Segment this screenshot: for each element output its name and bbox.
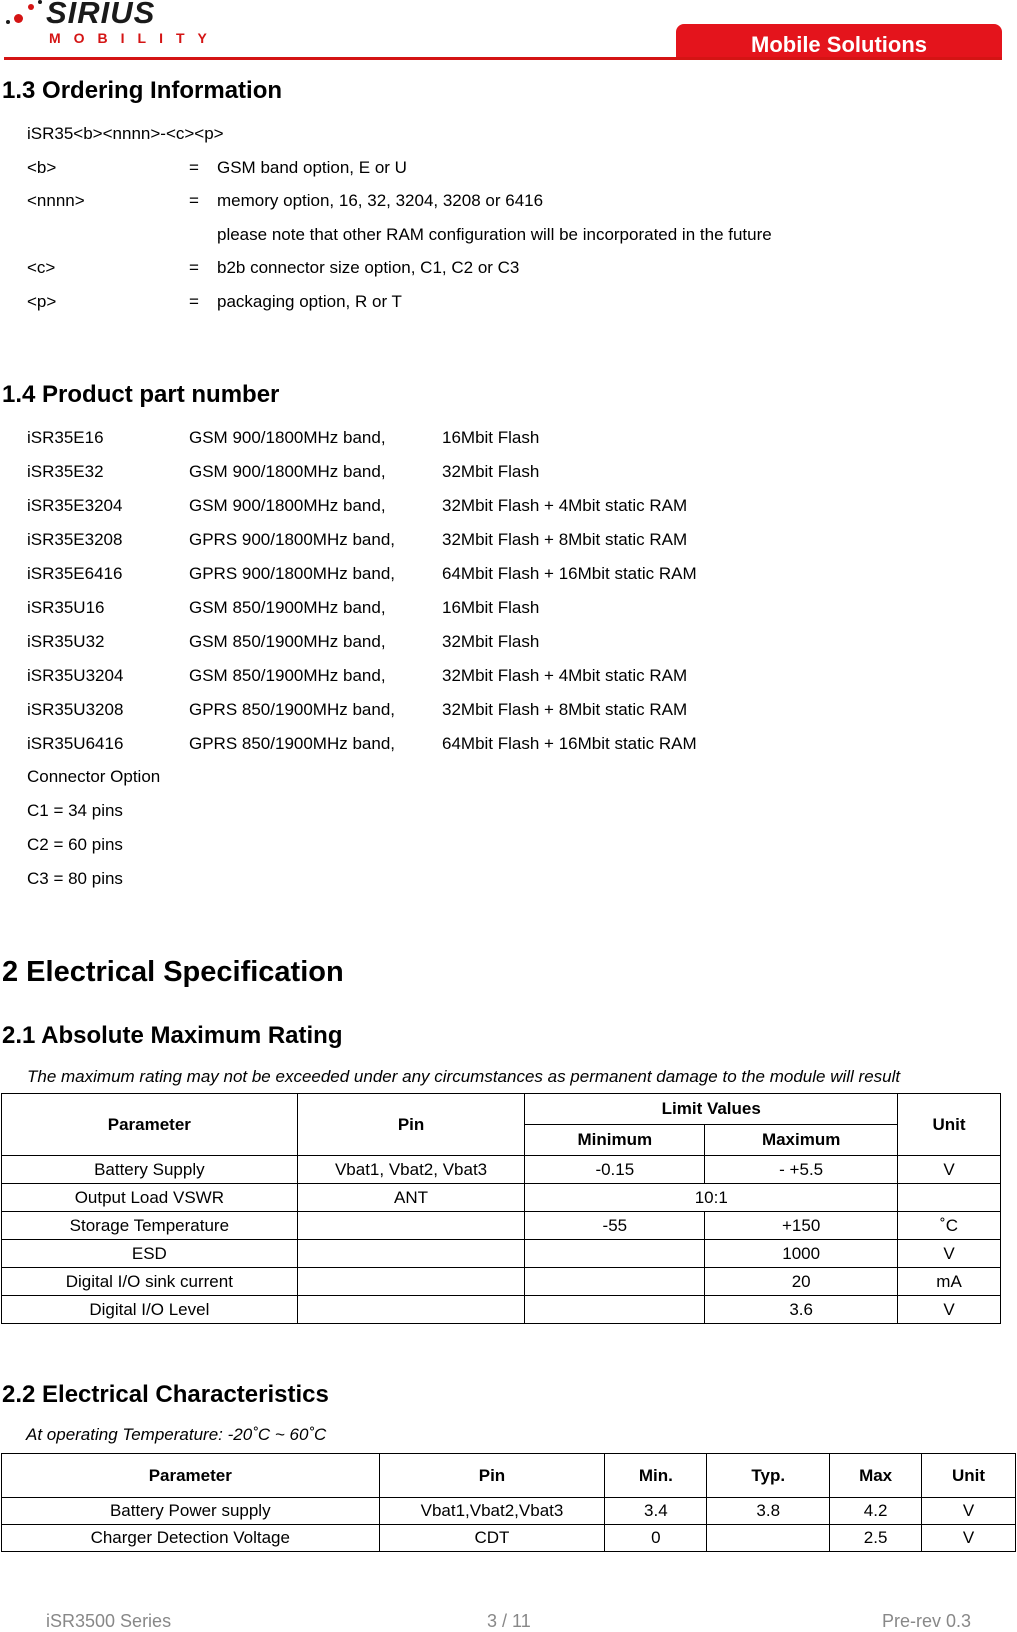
- cell-min: 3.4: [605, 1498, 707, 1525]
- order-key: <c>: [27, 258, 56, 277]
- section-heading-absolute-maximum-rating: 2.1 Absolute Maximum Rating: [2, 1022, 343, 1049]
- header-divider: [4, 57, 1002, 60]
- footer-page-number: 3 / 11: [487, 1611, 531, 1631]
- logo-dot-icon: [14, 14, 23, 23]
- part-band: GSM 900/1800MHz band,: [189, 496, 386, 515]
- part-band: GSM 850/1900MHz band,: [189, 666, 386, 685]
- cell-pin: Vbat1,Vbat2,Vbat3: [379, 1498, 605, 1525]
- connector-item: C1 = 34 pins: [27, 801, 123, 820]
- part-number: iSR35U16: [27, 598, 105, 617]
- cell-parameter: Digital I/O sink current: [2, 1268, 298, 1296]
- part-band: GSM 850/1900MHz band,: [189, 632, 386, 651]
- cell-unit: V: [922, 1525, 1016, 1552]
- cell-parameter: Battery Supply: [2, 1156, 298, 1184]
- part-band: GPRS 850/1900MHz band,: [189, 734, 396, 753]
- header-unit: Unit: [922, 1454, 1016, 1498]
- header-unit: Unit: [898, 1094, 1001, 1156]
- logo-dot-icon: [6, 20, 10, 24]
- rating-note: The maximum rating may not be exceeded under any circumstances as permanent damage to the module will result: [27, 1067, 901, 1086]
- cell-limit-span: 10:1: [525, 1184, 898, 1212]
- header-max: Max: [830, 1454, 922, 1498]
- header-minimum: Minimum: [525, 1125, 705, 1156]
- section-heading-ordering-information: 1.3 Ordering Information: [2, 77, 283, 104]
- logo-text-mobility: MOBILITY: [49, 30, 220, 46]
- order-eq: =: [189, 191, 199, 210]
- header-limit-values: Limit Values: [525, 1094, 898, 1125]
- table-row: [2, 1184, 1001, 1212]
- part-number: iSR35E3208: [27, 530, 123, 549]
- cell-parameter: Digital I/O Level: [2, 1296, 298, 1324]
- cell-parameter: Output Load VSWR: [2, 1184, 298, 1212]
- cell-pin: [297, 1296, 525, 1324]
- part-number: iSR35U3208: [27, 700, 124, 719]
- connector-option-title: Connector Option: [27, 767, 161, 786]
- order-desc: memory option, 16, 32, 3204, 3208 or 6416: [217, 191, 544, 210]
- cell-unit: mA: [898, 1268, 1001, 1296]
- header-min: Min.: [605, 1454, 707, 1498]
- order-desc: GSM band option, E or U: [217, 158, 407, 177]
- part-memory: 32Mbit Flash + 4Mbit static RAM: [442, 666, 688, 685]
- operating-temperature-note: At operating Temperature: -20˚C ~ 60˚C: [26, 1425, 327, 1444]
- order-eq: =: [189, 258, 199, 277]
- company-logo: [4, 0, 234, 52]
- cell-parameter: Battery Power supply: [2, 1498, 380, 1525]
- part-number: iSR35U32: [27, 632, 105, 651]
- part-number: iSR35E3204: [27, 496, 123, 515]
- cell-min: 0: [605, 1525, 707, 1552]
- cell-min: -55: [525, 1212, 705, 1240]
- cell-unit: V: [898, 1156, 1001, 1184]
- cell-pin: Vbat1, Vbat2, Vbat3: [297, 1156, 525, 1184]
- cell-unit: V: [898, 1240, 1001, 1268]
- table-row: [2, 1268, 1001, 1296]
- cell-unit: [898, 1184, 1001, 1212]
- part-memory: 64Mbit Flash + 16Mbit static RAM: [442, 734, 697, 753]
- cell-max: - +5.5: [705, 1156, 898, 1184]
- logo-text-sirius: SIRIUS: [46, 0, 156, 30]
- footer-series: iSR3500 Series: [46, 1611, 172, 1631]
- order-eq: =: [189, 292, 199, 311]
- order-key: <p>: [27, 292, 57, 311]
- part-memory: 32Mbit Flash + 4Mbit static RAM: [442, 496, 688, 515]
- header-maximum: Maximum: [705, 1125, 898, 1156]
- part-number: iSR35U6416: [27, 734, 124, 753]
- header-tab: Mobile Solutions: [676, 24, 1002, 59]
- part-band: GSM 900/1800MHz band,: [189, 428, 386, 447]
- connector-item: C2 = 60 pins: [27, 835, 123, 854]
- part-band: GPRS 900/1800MHz band,: [189, 530, 396, 549]
- table-row: [2, 1296, 1001, 1324]
- part-memory: 16Mbit Flash: [442, 428, 540, 447]
- cell-parameter: Charger Detection Voltage: [2, 1525, 380, 1552]
- order-desc: packaging option, R or T: [217, 292, 402, 311]
- cell-max: 3.6: [705, 1296, 898, 1324]
- table-row: [2, 1212, 1001, 1240]
- chapter-heading-electrical-specification: 2 Electrical Specification: [2, 956, 344, 988]
- part-number: iSR35U3204: [27, 666, 124, 685]
- electrical-characteristics-table: [1, 1453, 1016, 1552]
- cell-unit: ˚C: [898, 1212, 1001, 1240]
- part-memory: 32Mbit Flash + 8Mbit static RAM: [442, 530, 688, 549]
- cell-parameter: ESD: [2, 1240, 298, 1268]
- cell-pin: [297, 1212, 525, 1240]
- cell-max: 4.2: [830, 1498, 922, 1525]
- cell-unit: V: [922, 1498, 1016, 1525]
- part-memory: 32Mbit Flash + 8Mbit static RAM: [442, 700, 688, 719]
- part-memory: 32Mbit Flash: [442, 462, 540, 481]
- part-band: GPRS 850/1900MHz band,: [189, 700, 396, 719]
- footer-revision: Pre-rev 0.3: [882, 1611, 972, 1631]
- cell-min: [525, 1296, 705, 1324]
- header-parameter: Parameter: [2, 1094, 298, 1156]
- cell-max: 20: [705, 1268, 898, 1296]
- table-row: [2, 1498, 1016, 1525]
- cell-min: [525, 1268, 705, 1296]
- order-key: <nnnn>: [27, 191, 85, 210]
- part-number: iSR35E32: [27, 462, 104, 481]
- connector-item: C3 = 80 pins: [27, 869, 123, 888]
- order-desc: b2b connector size option, C1, C2 or C3: [217, 258, 520, 277]
- order-key: <b>: [27, 158, 57, 177]
- part-band: GPRS 900/1800MHz band,: [189, 564, 396, 583]
- part-memory: 64Mbit Flash + 16Mbit static RAM: [442, 564, 697, 583]
- absolute-max-rating-table: [1, 1093, 1001, 1324]
- cell-pin: [297, 1240, 525, 1268]
- logo-dot-icon: [28, 4, 34, 10]
- header-pin: Pin: [297, 1094, 525, 1156]
- table-row: [2, 1525, 1016, 1552]
- part-memory: 32Mbit Flash: [442, 632, 540, 651]
- section-heading-electrical-characteristics: 2.2 Electrical Characteristics: [2, 1381, 329, 1408]
- part-number: iSR35E16: [27, 428, 104, 447]
- part-memory: 16Mbit Flash: [442, 598, 540, 617]
- part-band: GSM 900/1800MHz band,: [189, 462, 386, 481]
- order-eq: =: [189, 158, 199, 177]
- cell-pin: ANT: [297, 1184, 525, 1212]
- part-number: iSR35E6416: [27, 564, 123, 583]
- cell-unit: V: [898, 1296, 1001, 1324]
- header-pin: Pin: [379, 1454, 605, 1498]
- cell-max: 1000: [705, 1240, 898, 1268]
- cell-pin: CDT: [379, 1525, 605, 1552]
- cell-min: [525, 1240, 705, 1268]
- cell-max: +150: [705, 1212, 898, 1240]
- cell-typ: [707, 1525, 830, 1552]
- part-band: GSM 850/1900MHz band,: [189, 598, 386, 617]
- table-row: [2, 1156, 1001, 1184]
- order-format: iSR35<b><nnnn>-<c><p>: [27, 124, 224, 143]
- cell-max: 2.5: [830, 1525, 922, 1552]
- section-heading-product-part-number: 1.4 Product part number: [2, 381, 280, 408]
- order-desc: please note that other RAM configuration will be incorporated in the future: [217, 225, 772, 244]
- logo-dot-icon: [38, 0, 42, 4]
- header-typ: Typ.: [707, 1454, 830, 1498]
- cell-typ: 3.8: [707, 1498, 830, 1525]
- header-parameter: Parameter: [2, 1454, 380, 1498]
- cell-min: -0.15: [525, 1156, 705, 1184]
- table-row: [2, 1240, 1001, 1268]
- cell-pin: [297, 1268, 525, 1296]
- cell-parameter: Storage Temperature: [2, 1212, 298, 1240]
